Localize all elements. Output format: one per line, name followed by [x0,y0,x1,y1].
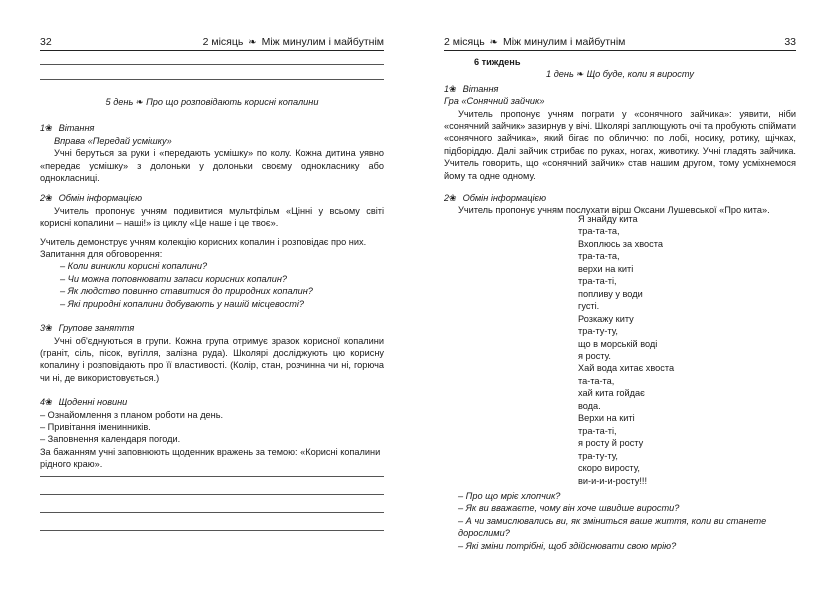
poem-line: тра-ту-ту, [578,450,618,461]
section-text: Учитель демонструє учням колекцію корисних копалин і розповідає про них. [40,236,367,247]
flower-bullet-icon: ❀ [45,397,53,408]
list-item: – Привітання іменинників. [40,421,384,433]
section-text: Учитель пропонує учням подивитися мультфільм «Цінні у всьому світі корисні копалини – наші!» із циклу «Це наше і це твоє». [40,205,384,229]
right-header [444,32,796,51]
flower-bullet-icon: ❀ [45,323,53,334]
poem-line: Вхоплюсь за хвоста [578,238,663,249]
poem-line: я росту й росту [578,438,644,449]
poem-line: Верхи на киті [578,413,635,424]
list-item: – Які природні копалини добувають у нашій місцевості? [60,298,384,310]
section-info-exchange: 2❀ Обмін інформацією [40,193,142,204]
left-header [40,32,384,51]
flower-bullet-icon: ❀ [45,193,53,204]
list-item: – Ознайомлення з планом роботи на день. [40,409,384,421]
bottom-writing-lines [40,476,384,548]
poem-line: скоро виросту, [578,463,640,474]
week-heading: 6 тиждень [474,57,521,67]
flower-bullet-icon: ❀ [45,123,53,134]
right-page-number: 33 [784,36,796,48]
list-item: – Коли виникли корисні копалини? [60,260,384,272]
list-item: – Заповнення календаря погоди. [40,433,384,445]
poem-line: тра-та-ті, [578,276,617,287]
poem-line: тра-та-ті, [578,425,617,436]
poem-line: тра-та-та, [578,251,620,262]
section-text: Учні об'єднуються в групи. Кожна група отримує зразок корисної копалини (граніт, сіль, пісок, вугілля, залізна руда). Школярі досліджують цю корисну копалину і розповідають про її властивості. (Колір, стан, розчинна чи ні, горюча чи ні, де використовується.) [40,335,384,383]
section-text: Учитель пропонує учням послухати вірш Оксани Лушевської «Про кита». [458,205,770,216]
section-text: За бажанням учні заповнюють щоденник вражень за темою: «Корисні копалини рідного краю». [40,446,381,470]
leaf-ornament-icon: ❧ [576,69,585,80]
flower-bullet-icon: ❀ [449,83,457,94]
poem-line: Хай вода хитає хвоста [578,363,675,374]
left-page-number: 32 [40,36,52,48]
poem-line: хай кита гойдає [578,388,645,399]
poem [578,213,674,487]
poem-line: верхи на киті [578,263,634,274]
day-heading: 5 день ❧ Про що розповідають корисні копалини [105,97,319,107]
list-item: – Як ви вважаєте, чому він хоче швидше вирости? [458,502,796,514]
section-subtitle: Гра «Сонячний зайчик» [444,96,545,107]
right-content [444,56,796,217]
question-list [444,490,796,552]
poem-line: попливу у води [578,288,643,299]
poem-line: що в морській воді [578,338,658,349]
section-text: Учитель пропонує учням пограти у «сонячного зайчика»: уявити, ніби «сонячний зайчик» зазирнув у вічі. Школярі заплющують очі та пробують спіймати «сонячного зайчика», який бігає по обличчю: по лобі, носику, ротику, щічках, підборіддю. Далі зайчик стрибає по руках, ногах, животику. Учні гладять зайчика. Учитель говорить, що «сонячний зайчик» став нашим другом, тому усміхнемося йому та одне одному. [444,108,796,181]
list-item: – Які зміни потрібні, щоб здійснювати свою мрію? [458,540,796,552]
poem-line: густі. [578,301,600,312]
top-writing-lines [40,64,384,94]
section-greeting: 1❀ Вітання [444,83,499,94]
poem-line: тра-ту-ту, [578,326,618,337]
poem-line: та-та-та, [578,375,615,386]
poem-line: ви-и-и-и-росту!!! [578,475,648,486]
section-info-exchange: 2❀ Обмін інформацією [444,193,546,204]
right-questions [444,490,796,552]
poem-line: вода. [578,400,601,411]
section-subtitle: Вправа «Передай усмішку» [54,135,172,146]
left-page [0,0,414,600]
left-header-title: 2 місяць ❧ Між минулим і майбутнім [202,36,384,48]
section-greeting: 1❀ Вітання [40,123,95,134]
question-list [40,260,384,310]
section-text: Учні беруться за руки і «передають усмішку» по колу. Кожна дитина уявно «передає усмішку» з долоньки у долоньки своєму однокласнику або однокласниці. [40,148,384,184]
left-content [40,96,384,471]
list-item: – Про що мріє хлопчик? [458,490,796,502]
leaf-ornament-icon: ❧ [248,37,257,48]
list-item: – Чи можна поповнювати запаси корисних копалин? [60,273,384,285]
right-header-title: 2 місяць ❧ Між минулим і майбутнім [444,36,626,48]
questions-label: Запитання для обговорення: [40,249,163,260]
poem-line: тра-та-та, [578,226,620,237]
flower-bullet-icon: ❀ [449,193,457,204]
news-list [40,409,384,446]
leaf-ornament-icon: ❧ [489,37,499,48]
section-daily-news: 4❀ Щоденні новини [40,397,128,408]
day-heading: 1 день ❧ Що буде, коли я виросту [546,69,694,80]
poem-line: я росту. [578,350,611,361]
leaf-ornament-icon: ❧ [135,97,144,107]
section-group-work: 3❀ Групове заняття [40,323,135,334]
list-item: – Як людство повинно ставитися до природних копалин? [60,285,384,297]
list-item: – А чи замислювались ви, як зміниться ваше життя, коли ви станете дорослими? [458,515,796,540]
poem-line: Я знайду кита [578,214,638,224]
poem-line: Розкажу киту [578,313,634,324]
